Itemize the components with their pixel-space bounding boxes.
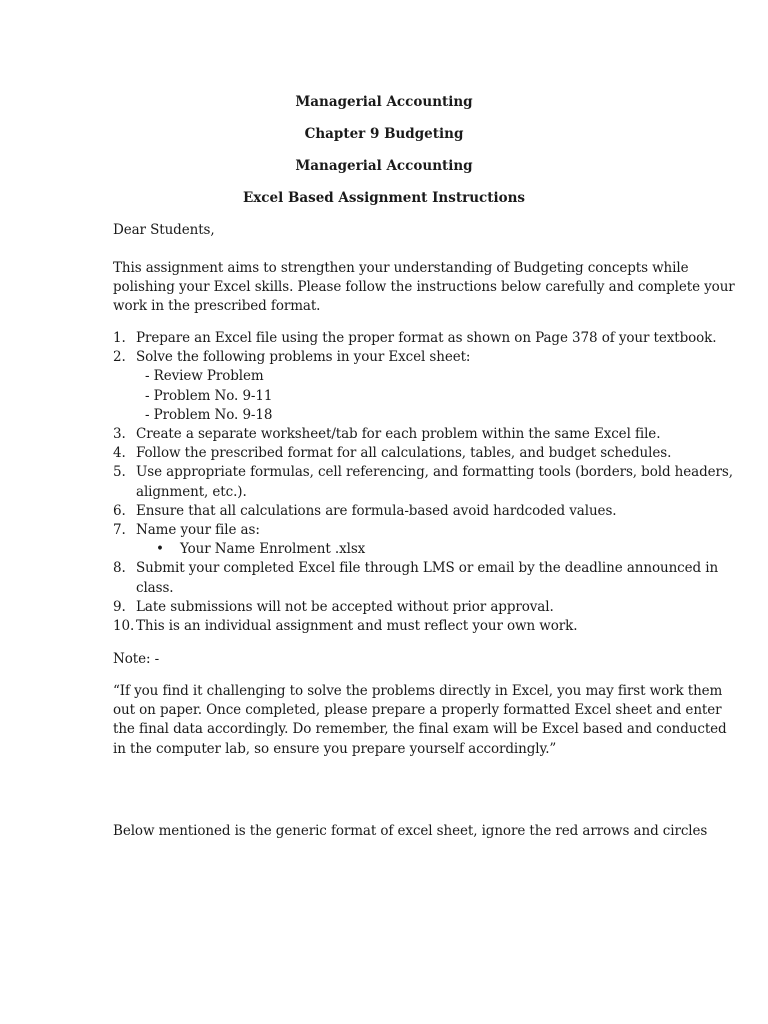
intro-paragraph: [113, 259, 735, 317]
item-text: class.: [136, 579, 174, 596]
item-text: Ensure that all calculations are formula-based avoid hardcoded values.: [136, 502, 617, 519]
item-number: 10.: [113, 618, 135, 635]
bullet-icon: •: [156, 541, 164, 558]
chapter-title: Chapter 9 Budgeting: [304, 126, 464, 142]
list-item: [113, 521, 658, 559]
list-item: [113, 502, 658, 521]
item-text: Submit your completed Excel file through LMS or email by the deadline announced in: [136, 560, 719, 577]
item-number: 4.: [113, 445, 126, 462]
closing-line: Below mentioned is the generic format of excel sheet, ignore the red arrows and circles: [113, 823, 708, 839]
salutation: Dear Students,: [113, 222, 215, 238]
item-text: Name your file as:: [136, 522, 260, 539]
item-text: Follow the prescribed format for all calculations, tables, and budget schedules.: [136, 445, 672, 462]
sub-item: - Review Problem: [145, 368, 264, 385]
list-item: [113, 425, 661, 444]
item-text: Use appropriate formulas, cell referencing, and formatting tools (borders, bold headers,: [136, 464, 733, 481]
item-number: 6.: [113, 502, 126, 519]
list-item: [113, 598, 658, 617]
item-text: Create a separate worksheet/tab for each problem within the same Excel file.: [136, 426, 661, 443]
item-number: 1.: [113, 330, 126, 346]
sub-item: - Problem No. 9-11: [145, 387, 273, 404]
note-paragraph: [113, 682, 727, 759]
list-item: [113, 463, 733, 501]
item-number: 7.: [113, 522, 126, 539]
list-item: [113, 617, 658, 636]
intro-line: This assignment aims to strengthen your understanding of Budgeting concepts while: [113, 260, 689, 276]
course-title: Managerial Accounting: [295, 94, 473, 110]
item-text: Prepare an Excel file using the proper format as shown on Page 378 of your textbook.: [136, 330, 717, 346]
intro-line: polishing your Excel skills. Please follow the instructions below carefully and complete your: [113, 279, 735, 296]
note-label: Note: -: [113, 651, 160, 667]
note-line: the final data accordingly. Do remember, the final exam will be Excel based and conducted: [113, 721, 727, 738]
list-item: [113, 444, 672, 463]
item-text: Solve the following problems in your Excel sheet:: [136, 349, 471, 366]
list-item: [113, 559, 719, 597]
item-number: 5.: [113, 464, 126, 481]
item-number: 8.: [113, 560, 126, 577]
list-item: [113, 348, 658, 425]
file-name-format: Your Name Enrolment .xlsx: [180, 541, 366, 558]
bullet-item: [136, 540, 658, 559]
item-number: 9.: [113, 598, 126, 615]
item-number: 3.: [113, 426, 126, 443]
item-number: 2.: [113, 349, 126, 366]
note-line: out on paper. Once completed, please prepare a properly formatted Excel sheet and enter: [113, 702, 722, 719]
sub-item: - Problem No. 9-18: [145, 406, 273, 423]
item-text: This is an individual assignment and must reflect your own work.: [136, 618, 578, 635]
assignment-title: Excel Based Assignment Instructions: [242, 190, 526, 206]
course-subtitle: Managerial Accounting: [295, 158, 473, 174]
instruction-list: [113, 329, 733, 636]
note-line: “If you find it challenging to solve the problems directly in Excel, you may first work them: [113, 683, 723, 699]
item-text: Late submissions will not be accepted without prior approval.: [136, 598, 554, 615]
item-text: alignment, etc.).: [136, 483, 247, 500]
intro-line: work in the prescribed format.: [113, 298, 321, 315]
note-line: in the computer lab, so ensure you prepare yourself accordingly.”: [113, 740, 557, 757]
list-item: [113, 329, 717, 348]
